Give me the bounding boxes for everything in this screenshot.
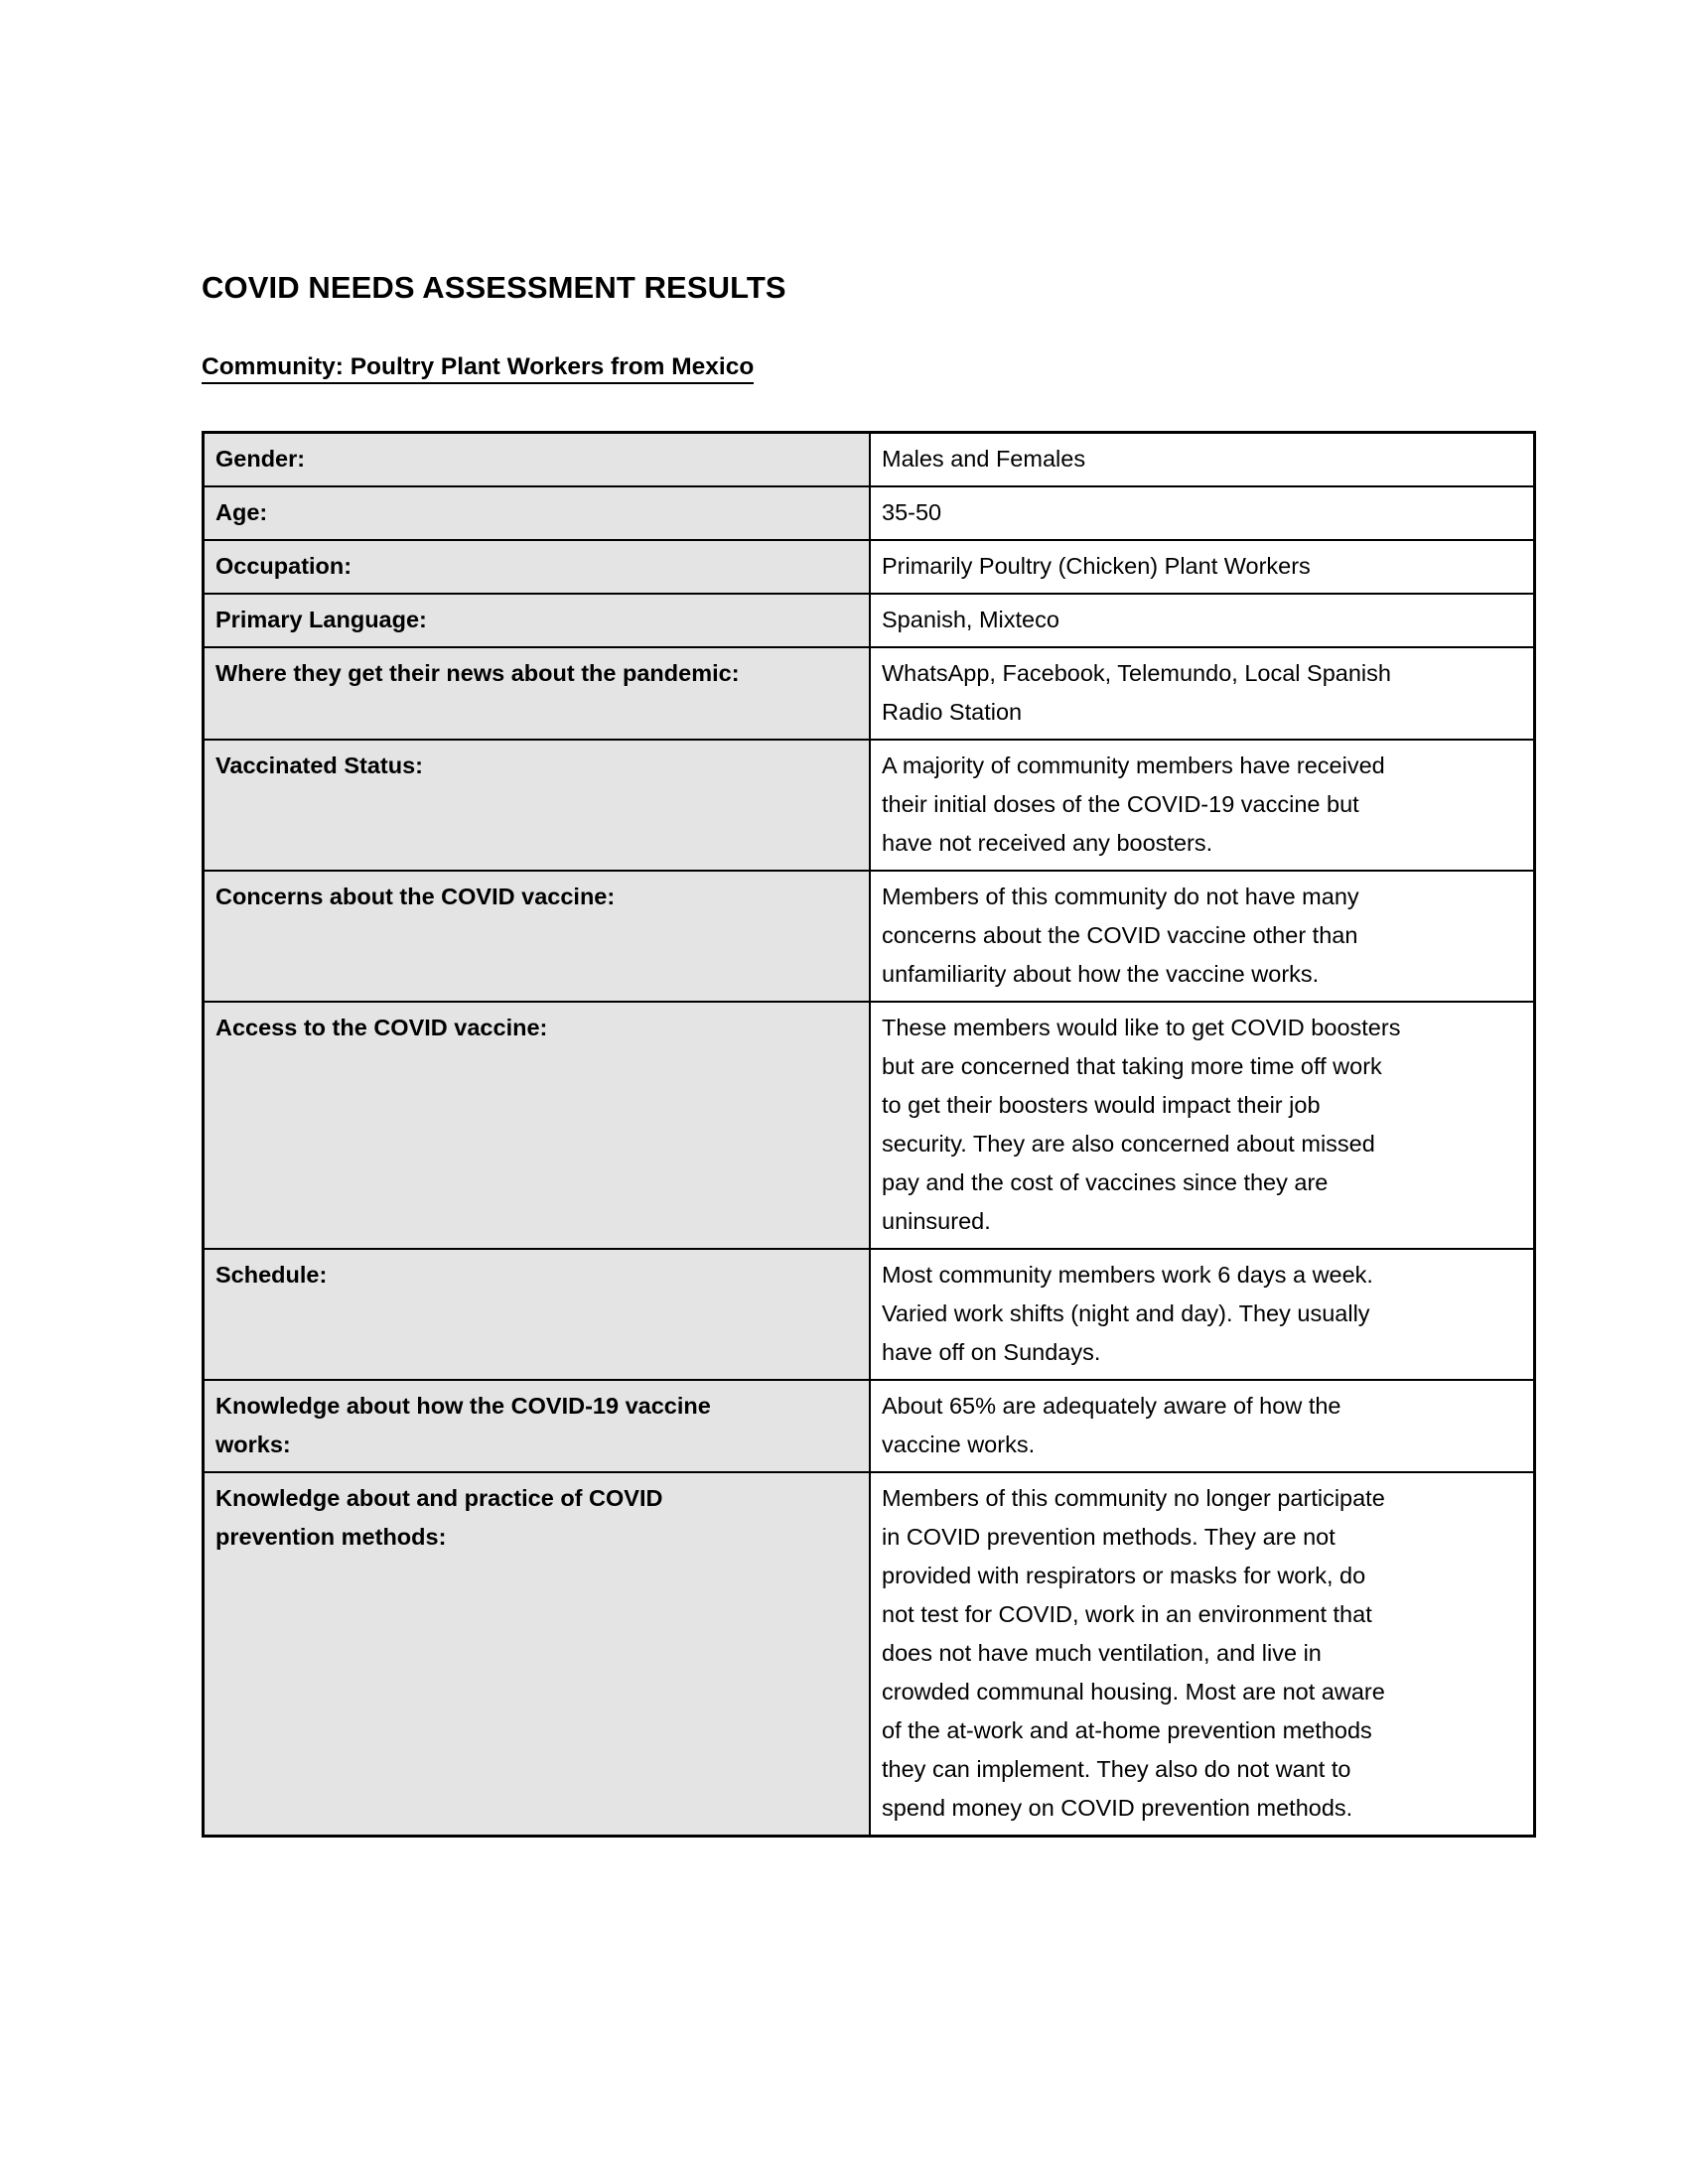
row-label-cell: [204, 432, 871, 486]
table-row: [204, 1002, 1535, 1249]
row-value-line: Members of this community do not have many: [882, 883, 1359, 909]
row-label-cell: [204, 871, 871, 1002]
row-value-line: but are concerned that taking more time off work: [882, 1052, 1382, 1079]
row-value-line: A majority of community members have received: [882, 751, 1385, 778]
table-row: [204, 1380, 1535, 1472]
row-value-line: Varied work shifts (night and day). They usually: [882, 1299, 1370, 1326]
row-label-line: works:: [215, 1431, 291, 1457]
needs-assessment-table: [202, 431, 1536, 1838]
row-value-line: 35-50: [882, 498, 942, 525]
row-value-line: spend money on COVID prevention methods.: [882, 1794, 1353, 1821]
row-value-cell: [870, 1380, 1535, 1472]
row-value-line: pay and the cost of vaccines since they are: [882, 1168, 1329, 1195]
row-value-line: concerns about the COVID vaccine other than: [882, 921, 1358, 948]
table-row: [204, 647, 1535, 740]
row-label-cell: [204, 647, 871, 740]
row-label-line: Occupation:: [215, 552, 352, 579]
row-value-line: does not have much ventilation, and live in: [882, 1639, 1322, 1666]
table-row: [204, 540, 1535, 594]
row-label-line: Primary Language:: [215, 606, 427, 632]
row-label-line: Gender:: [215, 445, 306, 472]
row-value-line: About 65% are adequately aware of how the: [882, 1392, 1341, 1419]
row-value-line: of the at-work and at-home prevention methods: [882, 1716, 1372, 1743]
row-label-line: Where they get their news about the pandemic:: [215, 659, 740, 686]
table-row: [204, 871, 1535, 1002]
row-value-cell: [870, 740, 1535, 871]
row-label-cell: [204, 540, 871, 594]
row-label-cell: [204, 594, 871, 647]
row-value-cell: [870, 1472, 1535, 1837]
row-label-cell: [204, 486, 871, 540]
row-value-line: Males and Females: [882, 445, 1086, 472]
row-label-line: Vaccinated Status:: [215, 751, 423, 778]
table-body: [204, 432, 1535, 1836]
row-value-cell: [870, 594, 1535, 647]
row-label-line: Concerns about the COVID vaccine:: [215, 883, 616, 909]
row-value-cell: [870, 871, 1535, 1002]
row-value-line: not test for COVID, work in an environment that: [882, 1600, 1372, 1627]
row-value-line: vaccine works.: [882, 1431, 1036, 1457]
table-row: [204, 1472, 1535, 1837]
row-value-line: Members of this community no longer participate: [882, 1484, 1385, 1511]
table-row: [204, 740, 1535, 871]
row-value-line: crowded communal housing. Most are not aware: [882, 1678, 1385, 1705]
page-title: COVID NEEDS ASSESSMENT RESULTS: [202, 270, 786, 305]
row-value-line: have not received any boosters.: [882, 829, 1213, 856]
table-row: [204, 1249, 1535, 1380]
row-value-line: in COVID prevention methods. They are not: [882, 1523, 1336, 1550]
document-content: [202, 270, 1489, 1838]
row-value-cell: [870, 1002, 1535, 1249]
row-value-line: Spanish, Mixteco: [882, 606, 1059, 632]
row-label-cell: [204, 1472, 871, 1837]
row-value-cell: [870, 1249, 1535, 1380]
row-label-cell: [204, 1380, 871, 1472]
row-value-line: Most community members work 6 days a week.: [882, 1261, 1373, 1288]
row-value-cell: [870, 486, 1535, 540]
row-label-line: Knowledge about how the COVID-19 vaccine: [215, 1392, 711, 1419]
row-value-cell: [870, 540, 1535, 594]
row-value-line: unfamiliarity about how the vaccine works.: [882, 960, 1320, 987]
row-label-line: Schedule:: [215, 1261, 328, 1288]
row-value-line: their initial doses of the COVID-19 vaccine but: [882, 790, 1359, 817]
table-row: [204, 594, 1535, 647]
row-value-line: These members would like to get COVID boosters: [882, 1014, 1401, 1040]
table-row: [204, 486, 1535, 540]
row-value-line: Primarily Poultry (Chicken) Plant Workers: [882, 552, 1311, 579]
row-value-line: to get their boosters would impact their job: [882, 1091, 1321, 1118]
row-value-line: uninsured.: [882, 1207, 991, 1234]
row-label-cell: [204, 1249, 871, 1380]
community-subtitle: Community: Poultry Plant Workers from Mexico: [202, 353, 754, 384]
row-value-line: provided with respirators or masks for work, do: [882, 1562, 1366, 1588]
row-label-cell: [204, 740, 871, 871]
row-value-line: they can implement. They also do not want to: [882, 1755, 1351, 1782]
table-row: [204, 432, 1535, 486]
row-label-line: prevention methods:: [215, 1523, 447, 1550]
row-value-cell: [870, 432, 1535, 486]
row-value-line: security. They are also concerned about missed: [882, 1130, 1375, 1157]
row-value-line: have off on Sundays.: [882, 1338, 1101, 1365]
row-value-cell: [870, 647, 1535, 740]
row-label-line: Age:: [215, 498, 268, 525]
row-value-line: WhatsApp, Facebook, Telemundo, Local Spanish: [882, 659, 1391, 686]
row-label-cell: [204, 1002, 871, 1249]
row-label-line: Knowledge about and practice of COVID: [215, 1484, 663, 1511]
row-value-line: Radio Station: [882, 698, 1023, 725]
row-label-line: Access to the COVID vaccine:: [215, 1014, 548, 1040]
